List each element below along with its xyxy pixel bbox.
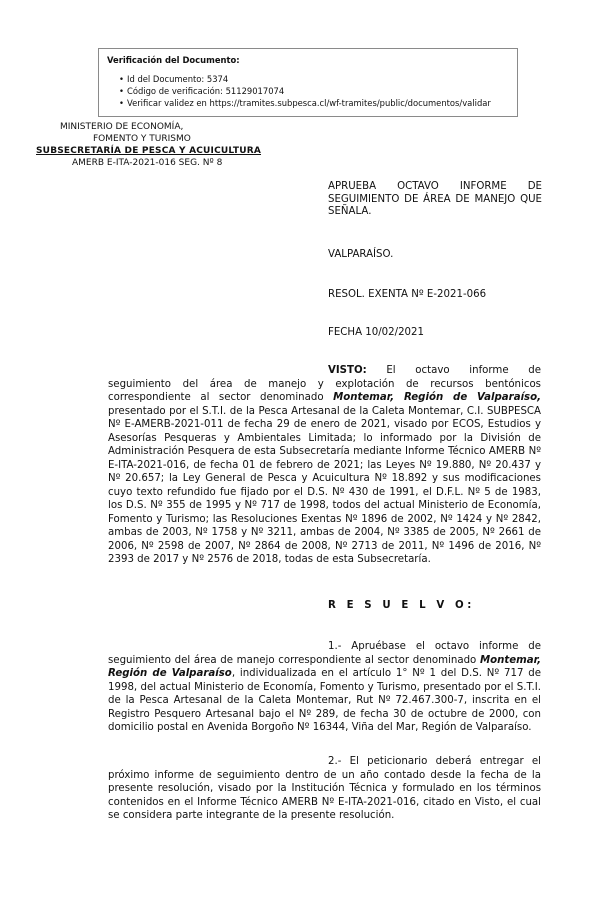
- verification-code: • Código de verificación: 51129017074: [119, 85, 491, 97]
- visto-label: VISTO:: [328, 365, 367, 376]
- sector-name-2: Montemar, Región de Valparaíso: [108, 654, 541, 679]
- verification-list: [99, 73, 491, 109]
- resolution-date: FECHA 10/02/2021: [328, 327, 424, 338]
- resuelvo-item-1: 1.- Apruébase el octavo informe de seguimiento del área de manejo correspondiente al sector denominado Montemar, Región de Valparaíso, individualizada en el artículo 1° Nº 1 del D.S. Nº 717 de 1998, del actual Ministerio de Economía, Fomento y Turismo, presentado por el S.T.I. de la Pesca Artesanal de la Caleta Montemar, Rut Nº 72.467.300-7, inscrita en el Registro Pesquero Artesanal bajo el Nº 289, de fecha 30 de octubre de 2000, con domicilio postal en Avenida Borgoño Nº 16344, Viña del Mar, Región de Valparaíso.: [108, 641, 541, 733]
- verification-url[interactable]: • Verificar validez en https://tramites.subpesca.cl/wf-tramites/public/documentos/validar: [119, 97, 491, 109]
- resolution-number: RESOL. EXENTA Nº E-2021-066: [328, 289, 487, 300]
- verification-title: Verificación del Documento:: [107, 55, 240, 65]
- ministry-line-2: FOMENTO Y TURISMO: [93, 134, 191, 144]
- amerb-reference: AMERB E-ITA-2021-016 SEG. Nº 8: [72, 158, 223, 168]
- ministry-line-1: MINISTERIO DE ECONOMÍA,: [60, 122, 184, 132]
- sector-name: Montemar, Región de Valparaíso,: [333, 392, 541, 403]
- visto-paragraph: VISTO: El octavo informe de seguimiento del área de manejo y explotación de recursos bentónicos correspondiente al sector denominado Montemar, Región de Valparaíso, presentado por el S.T.I. de la Pesca Artesanal de la Caleta Montemar, C.I. SUBPESCA Nº E-AMERB-2021-011 de fecha 29 de enero de 2021, visado por ECOS, Estudios y Asesorías Pesqueras y Ambientales Limitada; lo informado por la División de Administración Pesquera de esta Subsecretaría mediante Informe Técnico AMERB Nº E-ITA-2021-016, de fecha 01 de febrero de 2021; las Leyes Nº 19.880, Nº 20.437 y Nº 20.657; la Ley General de Pesca y Acuicultura Nº 18.892 y sus modificaciones cuyo texto refundido fue fijado por el D.S. Nº 430 de 1991, el D.F.L. Nº 5 de 1983, los D.S. Nº 355 de 1995 y Nº 717 de 1998, todos del actual Ministerio de Economía, Fomento y Turismo; las Resoluciones Exentas Nº 1896 de 2002, Nº 1424 y Nº 2842, ambas de 2003, Nº 1758 y Nº 3211, ambas de 2004, Nº 3385 de 2005, Nº 2661 de 2006, Nº 2598 de 2007, Nº 2864 de 2008, Nº 2713 de 2011, Nº 1496 de 2016, Nº 2393 de 2017 y Nº 2576 de 2018, todas de esta Subsecretaría.: [108, 365, 541, 565]
- verification-box: [98, 48, 518, 117]
- document-title: APRUEBA OCTAVO INFORME DE SEGUIMIENTO DE ÁREA DE MANEJO QUE SEÑALA.: [328, 181, 542, 217]
- resuelvo-heading: R E S U E L V O:: [328, 600, 475, 611]
- document-id: • Id del Documento: 5374: [119, 73, 491, 85]
- subsecretaria-name: SUBSECRETARÍA DE PESCA Y ACUICULTURA: [36, 146, 262, 156]
- resuelvo-item-2: 2.- El peticionario deberá entregar el próximo informe de seguimiento dentro de un año contado desde la fecha de la presente resolución, visado por la Institución Técnica y formulado en los términos contenidos en el Informe Técnico AMERB Nº E-ITA-2021-016, citado en Visto, el cual se considera parte integrante de la presente resolución.: [108, 756, 541, 821]
- city: VALPARAÍSO.: [328, 249, 394, 260]
